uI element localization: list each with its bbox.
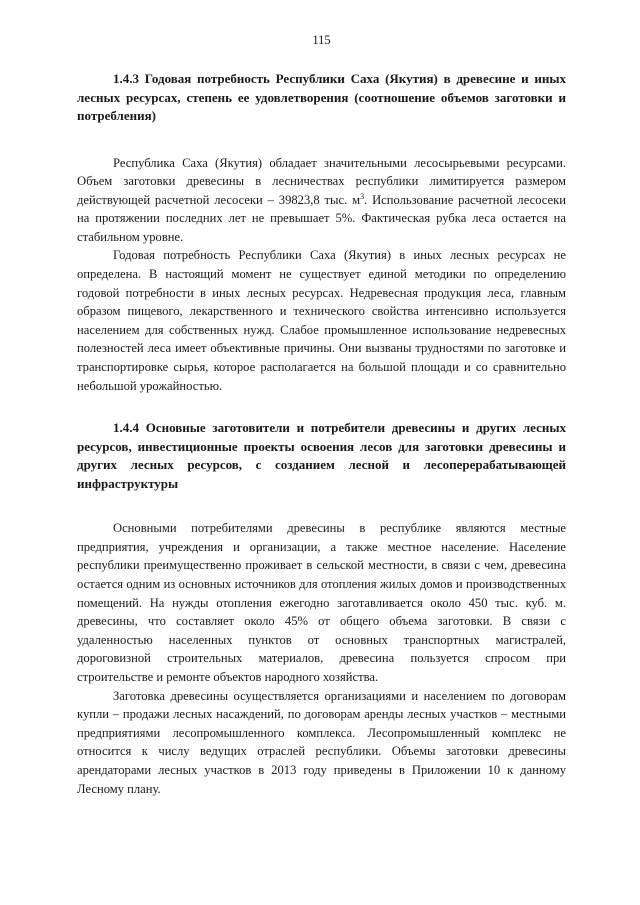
paragraph-text: Республика Саха (Якутия) обладает значительными лесосырьевыми ресурсами. Объем заготовки древесины в лесничествах республики лимитируется размером действующей расчетной лесосеки – 39823,8 тыс. м: [77, 155, 566, 207]
superscript: 3: [360, 191, 365, 201]
section-heading-1-4-4: 1.4.4 Основные заготовители и потребители древесины и других лесных ресурсов, инвестиционные проекты освоения лесов для заготовки древесины и других лесных ресурсов, с созданием лесной и лесоперерабатывающей инфраструктуры: [77, 420, 566, 491]
paragraph-annual-demand: Годовая потребность Республики Саха (Якутия) в иных лесных ресурсах не определена. В настоящий момент не существует единой методики по определению годовой потребности в иных лесных ресурсах. Недревесная продукция леса, главным образом пищевого, лекарственного и технического свойства интенсивно используется населением для собственных нужд. Слабое промышленное использование недревесных полезностей леса имеет объективные причины. Они вызваны трудностями по заготовке и транспортировке сырья, которое располагается на большой площади и со сравнительно небольшой урожайностью.: [77, 248, 566, 393]
page-number: 115: [312, 33, 331, 47]
paragraph-forest-resources: [77, 154, 566, 247]
paragraph-main-consumers: Основными потребителями древесины в республике являются местные предприятия, учреждения и организации, а также местное население. Население республики преимущественно проживает в сельской местности, в связи с чем, древесина остается одним из основных источников для отопления жилых домов и производственных помещений. На нужды отопления ежегодно заготавливается около 450 тыс. куб. м. древесины, что составляет около 45% от общего объема заготовки. В связи с удаленностью населенных пунктов от основных транспортных магистралей, дороговизной строительных материалов, древесина пользуется спросом при строительстве и ремонте объектов народного хозяйства.: [77, 521, 566, 684]
section-heading-1-4-3: 1.4.3 Годовая потребность Республики Саха (Якутия) в древесине и иных лесных ресурсах, степень ее удовлетворения (соотношение объемов заготовки и потребления): [77, 71, 566, 123]
paragraph-harvesting: Заготовка древесины осуществляется организациями и населением по договорам купли – продажи лесных насаждений, по договорам аренды лесных участков – местными предприятиями лесопромышленного комплекса. Лесопромышленный комплекс не относится к числу ведущих отраслей республики. Объемы заготовки древесины арендаторами лесных участков в 2013 году приведены в Приложении 10 к данному Лесному плану.: [77, 688, 566, 796]
paragraph-text: . Использование расчетной лесосеки на протяжении последних лет не превышает 5%. Фактическая рубка леса остается на стабильном уровне.: [77, 192, 566, 244]
